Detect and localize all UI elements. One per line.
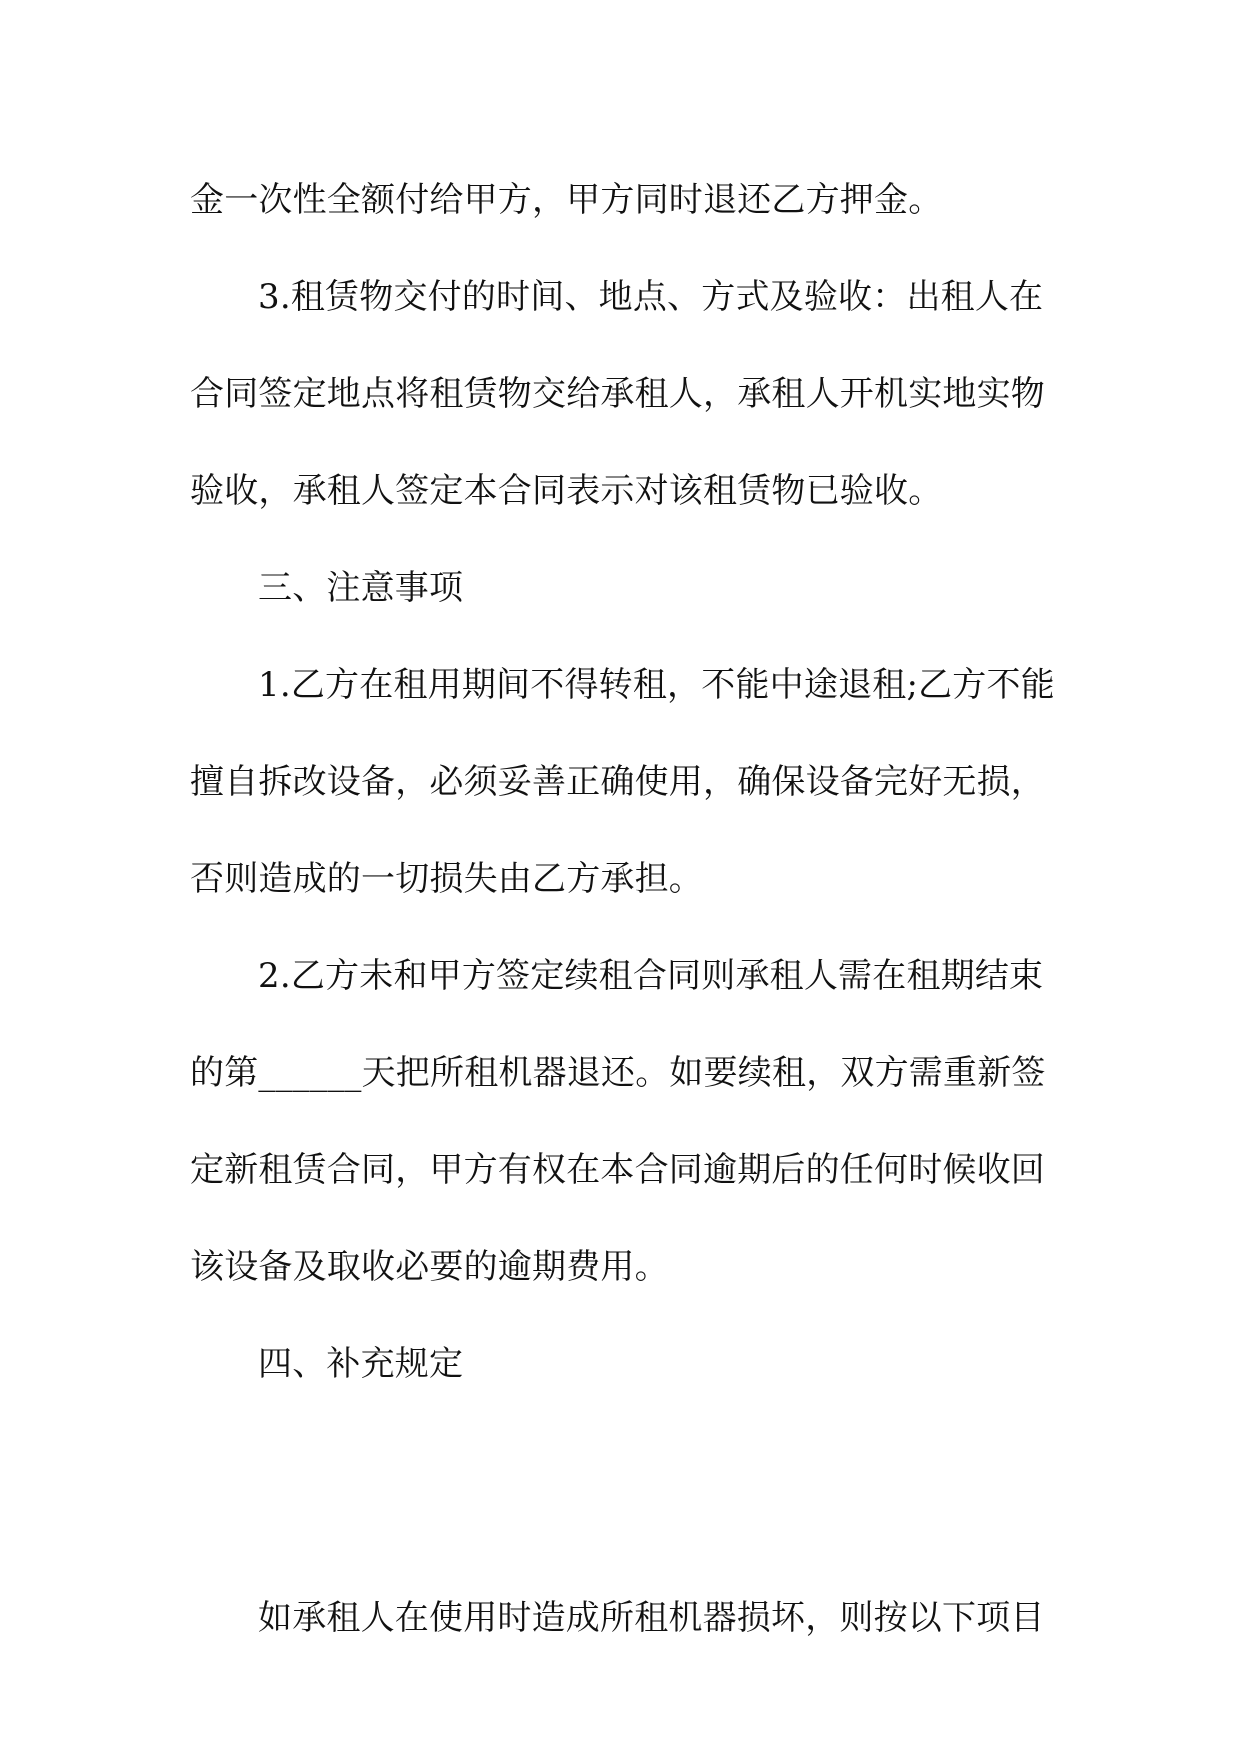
text-line: 1.乙方在租用期间不得转租，不能中途退租;乙方不能	[258, 665, 1055, 705]
text-line: 合同签定地点将租赁物交给承租人，承租人开机实地实物	[190, 374, 1045, 414]
text-line: 如承租人在使用时造成所租机器损坏，则按以下项目	[258, 1598, 1045, 1638]
text-line: 定新租赁合同，甲方有权在本合同逾期后的任何时候收回	[190, 1150, 1045, 1190]
section-heading: 三、注意事项	[258, 568, 464, 608]
section-heading: 四、补充规定	[258, 1344, 464, 1384]
text-line: 2.乙方未和甲方签定续租合同则承租人需在租期结束	[258, 956, 1044, 996]
text-line: 否则造成的一切损失由乙方承担。	[190, 859, 703, 899]
text-line: 擅自拆改设备，必须妥善正确使用，确保设备完好无损，	[190, 762, 1045, 802]
text-line: 3.租赁物交付的时间、地点、方式及验收：出租人在	[258, 277, 1044, 317]
text-line: 验收，承租人签定本合同表示对该租赁物已验收。	[190, 471, 943, 511]
text-line: 金一次性全额付给甲方，甲方同时退还乙方押金。	[190, 180, 943, 220]
text-line: 的第______天把所租机器退还。如要续租，双方需重新签	[190, 1053, 1046, 1093]
text-line: 该设备及取收必要的逾期费用。	[190, 1247, 669, 1287]
